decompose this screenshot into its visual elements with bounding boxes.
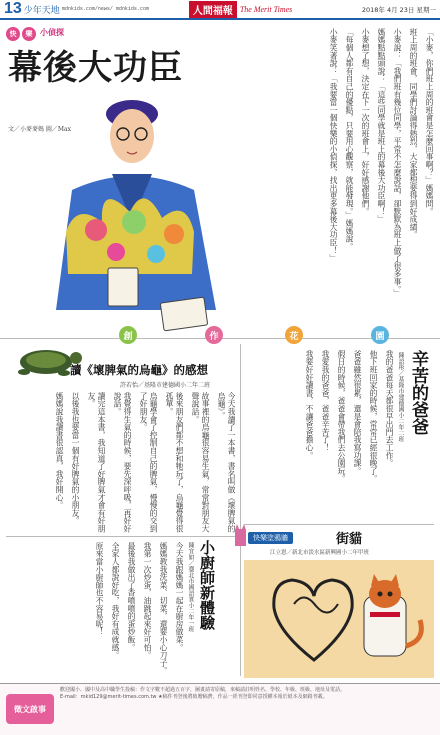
turtle-title: 讀《壞脾氣的烏龜》的感想 — [70, 363, 208, 377]
flower-blue — [147, 245, 165, 263]
masthead-english: The Merit Times — [239, 4, 293, 14]
section-url: mdnkids.com/news/ mdnkids.com — [61, 6, 149, 12]
footer-line: 歡迎國小、國中及高中職學生投稿：作文字數不超過五百字，圖畫請寄原稿，來稿請註明姓名、學校、年級、班級、地址及電話。 — [60, 687, 346, 693]
footer-line: E-mail：mkid129@merit-times.com.tw ★稿件刊登後將致贈稿費，作品一經刊登即同意授權本報於紙本及網路刊載。 — [60, 694, 328, 700]
turtle-col: 讀完這本書，我知道了好脾氣才會有好朋友。 — [87, 392, 106, 533]
flower-magenta — [107, 243, 125, 261]
story-col: 小麥說：「我們班有幾位同學，平常不怎麼說話，卻默默為班上做了很多事。」 — [393, 28, 402, 298]
turtle-col: 以後我也要當一個有好脾氣的小朋友。 — [71, 392, 80, 525]
face-shape — [110, 109, 154, 163]
dad-col: 爸爸雖然很累，還是會陪我寫功課。 — [353, 350, 362, 475]
badge-garden: 園 — [371, 326, 389, 344]
flower-green — [122, 210, 146, 234]
story-col: 「每個人都有自己的優點，只要用心觀察，就能發現。」媽媽說。 — [345, 28, 354, 251]
column-divider — [240, 344, 241, 676]
story-col: 媽媽點點頭說：「這些同學就是班上的幕後大功臣啊！」 — [377, 28, 386, 223]
paper-sheet — [108, 268, 138, 306]
footer-call-badge: 徵文啟事 — [6, 694, 54, 724]
kitchen-title: 小廚師新體驗 — [198, 540, 216, 630]
turtle-author: 許若怡／基隆市建德國小二年二班 — [120, 382, 211, 389]
kitchen-col: 媽媽教我洗菜、切菜，還要小心刀子。 — [159, 542, 168, 675]
section-divider — [6, 536, 240, 537]
dad-col: 我愛我的爸爸，爸爸辛苦了！ — [321, 350, 330, 452]
dad-col: 我的爸爸每天都很早出門去工作。 — [385, 350, 394, 467]
dad-col: 他下班回家的時候，常常已經很晚了。 — [369, 350, 378, 483]
page-header — [0, 0, 440, 20]
tag-joy: 樂 — [22, 27, 36, 41]
story-col: 小麥想了想，決定在下一次的班會上，好好感謝他們。 — [361, 28, 370, 216]
art-drawing — [244, 560, 434, 678]
story-tags — [6, 27, 64, 41]
turtle-col: 故事裡的烏龜很容易生氣，常常對朋友大聲說話。 — [191, 392, 210, 533]
turtle-col: 後來朋友們都不想和牠玩了，烏龜覺得很孤單。 — [165, 392, 184, 533]
cat-eye-left — [378, 592, 383, 597]
kitchen-col: 今天我跟媽媽一起在廚房做菜。 — [175, 542, 184, 652]
cat-collar — [370, 612, 400, 617]
art-banner: 快樂塗鴉牆 — [248, 532, 293, 544]
badge-flower: 花 — [285, 326, 303, 344]
page-number: 13 — [4, 0, 22, 17]
kitchen-col: 全家人都說好吃，我好有成就感。 — [111, 542, 120, 659]
kitchen-col: 最後我做出了香噴噴的蛋炒飯。 — [127, 542, 136, 652]
tag-detective: 小偵探 — [40, 28, 64, 37]
badge-work: 作 — [205, 326, 223, 344]
dad-title: 辛苦的爸爸 — [408, 350, 428, 435]
turtle-col: 烏龜學會了控制自己的脾氣，慢慢的交到了好朋友。 — [139, 392, 158, 533]
kitchen-col: 我第一次炒蛋，油跳起來好可怕。 — [143, 542, 152, 659]
kitchen-col: 原來當小廚師也不容易呢！ — [95, 542, 104, 636]
cat-silhouette-icon — [232, 522, 248, 546]
story-col: 「小麥，你們班上周的班會是怎麼回事啊？」媽媽問。 — [425, 28, 434, 216]
masthead-logo: 人間福報 — [189, 1, 237, 18]
section-name: 少年天地 — [23, 5, 60, 16]
box-shape — [160, 297, 207, 331]
footer — [0, 683, 440, 735]
turtle-col: 我覺得生氣的時候，要先深呼吸，再好好說話。 — [113, 392, 132, 533]
flower-pink — [85, 219, 107, 241]
badge-create: 創 — [119, 326, 137, 344]
cat-eye-right — [388, 592, 393, 597]
story-col: 小麥笑著說：「我要當一個快樂的小偵探，找出更多幕後大功臣！」 — [329, 28, 338, 262]
kitchen-body — [6, 542, 184, 678]
kitchen-author: 陳宜如／臺北市國語實小二年一班 — [187, 542, 194, 632]
turtle-col: 媽媽說我讀書很認真，我好開心。 — [55, 392, 64, 509]
art-title: 街貓 — [336, 532, 363, 547]
story-illustration — [4, 62, 236, 334]
story-byline: 文／小麥麥媽 圖／Max — [8, 126, 72, 133]
dad-body — [244, 350, 394, 520]
art-author: 江立恩／新北市淡水區新興國小二年甲班 — [270, 550, 370, 556]
dad-col: 我要好好讀書，不讓爸爸擔心。 — [305, 350, 314, 460]
tag-happy: 快 — [6, 27, 20, 41]
story-body — [244, 28, 434, 338]
dad-col: 假日的時候，爸爸會帶我們去公園玩。 — [337, 350, 346, 483]
issue-date: 2018年 4月 23日 星期一 — [361, 5, 436, 14]
story-col: 班上周的班會，同學們討論得熱烈，大家都想要得到好成績。 — [409, 28, 418, 239]
flower-orange — [164, 224, 184, 244]
art-divider — [244, 524, 434, 525]
dad-author: 陳語彤／基隆市建德國小二年二班 — [397, 352, 404, 442]
turtle-body — [6, 392, 236, 534]
story-title: 幕後大功臣 — [8, 48, 183, 88]
turtle-col: 今天我讀了一本書，書名叫做《壞脾氣的烏龜》。 — [217, 392, 236, 533]
